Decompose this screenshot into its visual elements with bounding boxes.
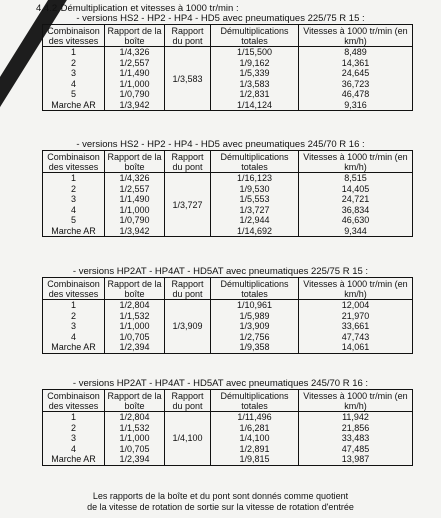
- column-header: Rapport de la boîte: [105, 151, 165, 173]
- speed-cell: 33,661: [299, 321, 413, 332]
- table-row: [43, 444, 413, 455]
- column-header: Démultiplications totales: [211, 25, 299, 47]
- ratio-table: [42, 24, 413, 111]
- table-row: [43, 300, 413, 311]
- total-ratio-cell: 1/9,162: [211, 58, 299, 69]
- total-ratio-cell: 1/5,989: [211, 311, 299, 322]
- gearbox-ratio-cell: 1/1,490: [105, 68, 165, 79]
- total-ratio-cell: 1/5,339: [211, 68, 299, 79]
- total-ratio-cell: 1/2,756: [211, 332, 299, 343]
- column-header: Vitesses à 1000 tr/min (en km/h): [299, 390, 413, 412]
- axle-ratio-cell: 1/3,909: [165, 300, 211, 354]
- gear-cell: 1: [43, 412, 105, 423]
- column-header: Combinaison des vitesses: [43, 390, 105, 412]
- table-row: [43, 194, 413, 205]
- column-header: Démultiplications totales: [211, 390, 299, 412]
- table-row: [43, 412, 413, 423]
- column-header: Combinaison des vitesses: [43, 25, 105, 47]
- gear-cell: Marche AR: [43, 454, 105, 465]
- gearbox-ratio-cell: 1/0,790: [105, 215, 165, 226]
- total-ratio-cell: 1/5,553: [211, 194, 299, 205]
- gearbox-ratio-cell: 1/1,490: [105, 194, 165, 205]
- column-header: Rapport de la boîte: [105, 278, 165, 300]
- total-ratio-cell: 1/3,583: [211, 79, 299, 90]
- gearbox-ratio-cell: 1/0,705: [105, 444, 165, 455]
- table-row: [43, 215, 413, 226]
- gear-cell: 4: [43, 332, 105, 343]
- speed-cell: 47,743: [299, 332, 413, 343]
- speed-cell: 12,004: [299, 300, 413, 311]
- speed-cell: 36,834: [299, 205, 413, 216]
- gear-cell: 1: [43, 47, 105, 58]
- speed-cell: 33,483: [299, 433, 413, 444]
- gearbox-ratio-cell: 1/1,532: [105, 311, 165, 322]
- gearbox-ratio-cell: 1/1,000: [105, 79, 165, 90]
- gear-cell: 2: [43, 58, 105, 69]
- footer-line: Les rapports de la boîte et du pont sont donnés comme quotient: [92, 491, 349, 501]
- total-ratio-cell: 1/11,496: [211, 412, 299, 423]
- table-row: [43, 433, 413, 444]
- gear-cell: 2: [43, 311, 105, 322]
- gear-cell: 4: [43, 444, 105, 455]
- gear-cell: 3: [43, 321, 105, 332]
- ratio-table: [42, 150, 413, 237]
- total-ratio-cell: 1/6,281: [211, 423, 299, 434]
- speed-cell: 36,723: [299, 79, 413, 90]
- speed-cell: 13,987: [299, 454, 413, 465]
- column-header: Combinaison des vitesses: [43, 278, 105, 300]
- gearbox-ratio-cell: 1/1,000: [105, 433, 165, 444]
- gearbox-ratio-cell: 1/1,000: [105, 205, 165, 216]
- total-ratio-cell: 1/3,909: [211, 321, 299, 332]
- column-header: Rapport du pont: [165, 390, 211, 412]
- heading-number: 4.4.2: [36, 3, 58, 14]
- speed-cell: 21,856: [299, 423, 413, 434]
- table-header-row: [43, 390, 413, 412]
- gear-cell: Marche AR: [43, 342, 105, 353]
- total-ratio-cell: 1/2,891: [211, 444, 299, 455]
- table-header-row: [43, 25, 413, 47]
- speed-cell: 8,515: [299, 173, 413, 184]
- gearbox-ratio-cell: 1/3,942: [105, 226, 165, 237]
- gearbox-ratio-cell: 1/2,557: [105, 184, 165, 195]
- column-header: Vitesses à 1000 tr/min (en km/h): [299, 151, 413, 173]
- gearbox-ratio-cell: 1/2,394: [105, 342, 165, 353]
- speed-cell: 9,316: [299, 100, 413, 111]
- speed-cell: 21,970: [299, 311, 413, 322]
- table-row: [43, 321, 413, 332]
- table-row: [43, 342, 413, 353]
- column-header: Rapport du pont: [165, 278, 211, 300]
- column-header: Combinaison des vitesses: [43, 151, 105, 173]
- section-title: - versions HP2AT - HP4AT - HD5AT avec pneumatiques 245/70 R 16 :: [72, 378, 369, 389]
- speed-cell: 24,645: [299, 68, 413, 79]
- total-ratio-cell: 1/9,358: [211, 342, 299, 353]
- table-row: [43, 58, 413, 69]
- gearbox-ratio-cell: 1/1,000: [105, 321, 165, 332]
- speed-cell: 9,344: [299, 226, 413, 237]
- table-row: [43, 205, 413, 216]
- table-row: [43, 100, 413, 111]
- table-row: [43, 79, 413, 90]
- speed-cell: 11,942: [299, 412, 413, 423]
- section-title: - versions HS2 - HP2 - HP4 - HD5 avec pneumatiques 245/70 R 16 :: [76, 139, 365, 150]
- gear-cell: 1: [43, 300, 105, 311]
- gearbox-ratio-cell: 1/4,326: [105, 47, 165, 58]
- gear-cell: Marche AR: [43, 100, 105, 111]
- table-row: [43, 311, 413, 322]
- gear-cell: 1: [43, 173, 105, 184]
- gearbox-ratio-cell: 1/2,557: [105, 58, 165, 69]
- gear-cell: 2: [43, 184, 105, 195]
- gear-cell: 4: [43, 79, 105, 90]
- gearbox-ratio-cell: 1/2,804: [105, 412, 165, 423]
- gearbox-ratio-cell: 1/2,394: [105, 454, 165, 465]
- gearbox-ratio-cell: 1/0,790: [105, 89, 165, 100]
- table-row: [43, 173, 413, 184]
- table-row: [43, 454, 413, 465]
- table-header-row: [43, 151, 413, 173]
- section-title: - versions HS2 - HP2 - HP4 - HD5 avec pneumatiques 225/75 R 15 :: [76, 13, 365, 24]
- table-row: [43, 68, 413, 79]
- total-ratio-cell: 1/14,692: [211, 226, 299, 237]
- gear-cell: 3: [43, 68, 105, 79]
- total-ratio-cell: 1/2,944: [211, 215, 299, 226]
- gearbox-ratio-cell: 1/3,942: [105, 100, 165, 111]
- column-header: Rapport de la boîte: [105, 390, 165, 412]
- total-ratio-cell: 1/14,124: [211, 100, 299, 111]
- table-row: [43, 184, 413, 195]
- axle-ratio-cell: 1/4,100: [165, 412, 211, 466]
- speed-cell: 46,630: [299, 215, 413, 226]
- speed-cell: 24,721: [299, 194, 413, 205]
- ratio-table: [42, 277, 413, 354]
- total-ratio-cell: 1/9,530: [211, 184, 299, 195]
- section-title: - versions HP2AT - HP4AT - HD5AT avec pneumatiques 225/75 R 15 :: [72, 266, 369, 277]
- speed-cell: 47,485: [299, 444, 413, 455]
- total-ratio-cell: 1/15,500: [211, 47, 299, 58]
- column-header: Vitesses à 1000 tr/min (en km/h): [299, 25, 413, 47]
- total-ratio-cell: 1/16,123: [211, 173, 299, 184]
- total-ratio-cell: 1/2,831: [211, 89, 299, 100]
- total-ratio-cell: 1/4,100: [211, 433, 299, 444]
- table-row: [43, 226, 413, 237]
- column-header: Rapport du pont: [165, 25, 211, 47]
- gearbox-ratio-cell: 1/1,532: [105, 423, 165, 434]
- gear-cell: 3: [43, 194, 105, 205]
- column-header: Rapport du pont: [165, 151, 211, 173]
- footer-note: [0, 491, 441, 513]
- ratio-table: [42, 389, 413, 466]
- column-header: Vitesses à 1000 tr/min (en km/h): [299, 278, 413, 300]
- gear-cell: 5: [43, 215, 105, 226]
- gearbox-ratio-cell: 1/4,326: [105, 173, 165, 184]
- total-ratio-cell: 1/9,815: [211, 454, 299, 465]
- footer-line: de la vitesse de rotation de sortie sur la vitesse de rotation d'entrée: [87, 502, 354, 512]
- gearbox-ratio-cell: 1/2,804: [105, 300, 165, 311]
- gear-cell: Marche AR: [43, 226, 105, 237]
- gear-cell: 3: [43, 433, 105, 444]
- table-row: [43, 47, 413, 58]
- gearbox-ratio-cell: 1/0,705: [105, 332, 165, 343]
- table-row: [43, 332, 413, 343]
- column-header: Démultiplications totales: [211, 278, 299, 300]
- column-header: Démultiplications totales: [211, 151, 299, 173]
- gear-cell: 2: [43, 423, 105, 434]
- total-ratio-cell: 1/10,961: [211, 300, 299, 311]
- total-ratio-cell: 1/3,727: [211, 205, 299, 216]
- axle-ratio-cell: 1/3,727: [165, 173, 211, 237]
- speed-cell: 46,478: [299, 89, 413, 100]
- table-header-row: [43, 278, 413, 300]
- axle-ratio-cell: 1/3,583: [165, 47, 211, 111]
- table-row: [43, 89, 413, 100]
- table-row: [43, 423, 413, 434]
- heading-text: Démultiplication et vitesses à 1000 tr/min :: [60, 3, 239, 14]
- speed-cell: 14,405: [299, 184, 413, 195]
- speed-cell: 14,061: [299, 342, 413, 353]
- column-header: Rapport de la boîte: [105, 25, 165, 47]
- speed-cell: 8,489: [299, 47, 413, 58]
- gear-cell: 4: [43, 205, 105, 216]
- gear-cell: 5: [43, 89, 105, 100]
- speed-cell: 14,361: [299, 58, 413, 69]
